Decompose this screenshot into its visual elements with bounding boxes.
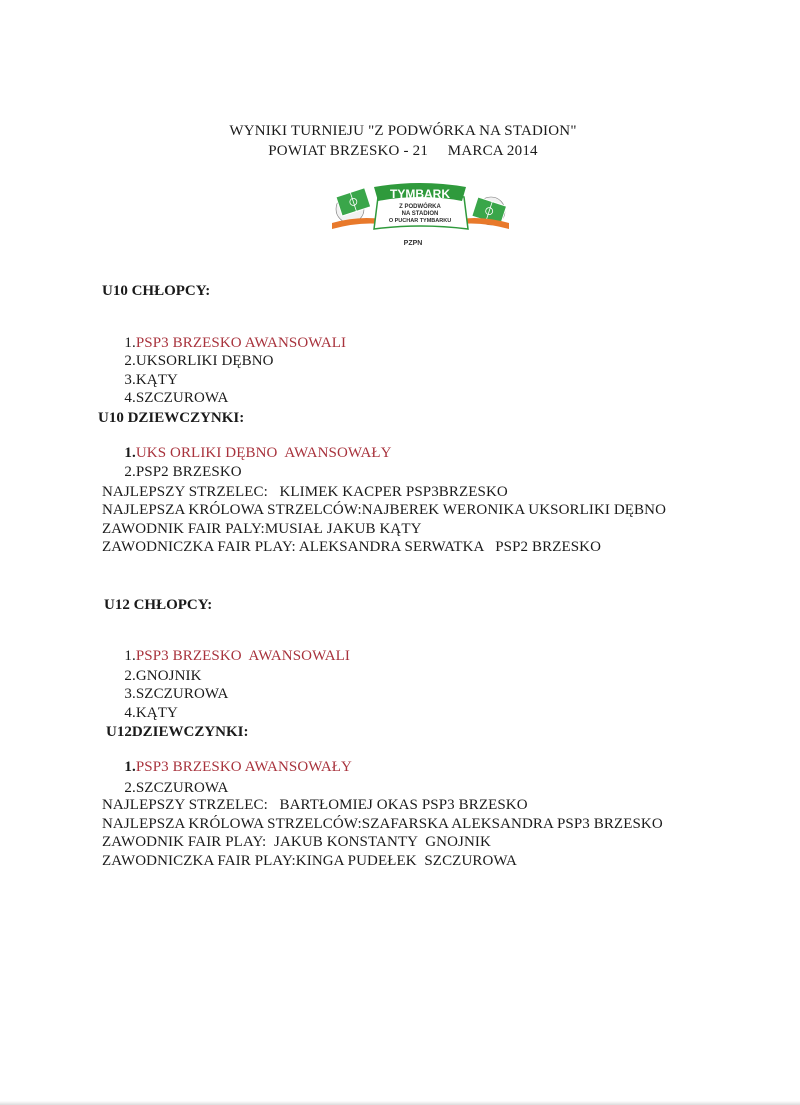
u10-award-top-scorer: NAJLEPSZY STRZELEC: KLIMEK KACPER PSP3BRZESKO xyxy=(102,484,508,500)
u12-boys-title: U12 CHŁOPCY: xyxy=(104,597,213,613)
logo-tagline-2: NA STADION xyxy=(401,211,439,217)
u10-award-top-girl-scorer: NAJLEPSZA KRÓLOWA STRZELCÓW:NAJBEREK WERONIKA UKSORLIKI DĘBNO xyxy=(102,502,667,518)
logo-org-label: PZPN xyxy=(403,240,423,247)
u10-boys-place-2: 2.UKSORLIKI DĘBNO xyxy=(124,353,274,369)
tymbark-logo xyxy=(328,183,513,241)
u12-boys-place-3: 3.SZCZUROWA xyxy=(124,686,229,702)
logo-tagline-3: O PUCHAR TYMBARKU xyxy=(388,218,452,224)
u12-girls-place-1: 1.PSP3 BRZESKO AWANSOWAŁY xyxy=(124,759,352,775)
u12-boys-place-1: 1.PSP3 BRZESKO AWANSOWALI xyxy=(124,648,351,664)
u10-boys-place-3: 3.KĄTY xyxy=(124,372,178,388)
logo-brand-text: TYMBARK xyxy=(390,187,450,201)
u12-award-top-scorer: NAJLEPSZY STRZELEC: BARTŁOMIEJ OKAS PSP3 BRZESKO xyxy=(102,797,528,813)
u10-award-fair-play-boy: ZAWODNIK FAIR PALY:MUSIAŁ JAKUB KĄTY xyxy=(102,521,422,537)
page-bottom-edge xyxy=(0,1101,800,1105)
document-subtitle: POWIAT BRZESKO - 21 MARCA 2014 xyxy=(268,143,538,159)
u12-award-fair-play-boy: ZAWODNIK FAIR PLAY: JAKUB KONSTANTY GNOJNIK xyxy=(102,834,491,850)
u12-award-fair-play-girl: ZAWODNICZKA FAIR PLAY:KINGA PUDEŁEK SZCZUROWA xyxy=(102,853,517,869)
u10-award-fair-play-girl: ZAWODNICZKA FAIR PLAY: ALEKSANDRA SERWATKA PSP2 BRZESKO xyxy=(102,539,602,555)
document-title: WYNIKI TURNIEJU "Z PODWÓRKA NA STADION" xyxy=(229,123,577,139)
u10-girls-title: U10 DZIEWCZYNKI: xyxy=(98,410,245,426)
u10-boys-place-1: 1.PSP3 BRZESKO AWANSOWALI xyxy=(124,335,347,351)
u12-award-top-girl-scorer: NAJLEPSZA KRÓLOWA STRZELCÓW:SZAFARSKA ALEKSANDRA PSP3 BRZESKO xyxy=(102,816,663,832)
u10-girls-place-1: 1.UKS ORLIKI DĘBNO AWANSOWAŁY xyxy=(124,445,392,461)
u10-boys-place-4: 4.SZCZUROWA xyxy=(124,390,229,406)
u12-boys-place-4: 4.KĄTY xyxy=(124,705,178,721)
u12-boys-place-2: 2.GNOJNIK xyxy=(124,668,202,684)
u10-boys-title: U10 CHŁOPCY: xyxy=(102,283,211,299)
logo-tagline-1: Z PODWÓRKA xyxy=(399,204,441,210)
u12-girls-title: U12DZIEWCZYNKI: xyxy=(106,724,249,740)
u12-girls-place-2: 2.SZCZUROWA xyxy=(124,780,229,796)
u10-girls-place-2: 2.PSP2 BRZESKO xyxy=(124,464,242,480)
